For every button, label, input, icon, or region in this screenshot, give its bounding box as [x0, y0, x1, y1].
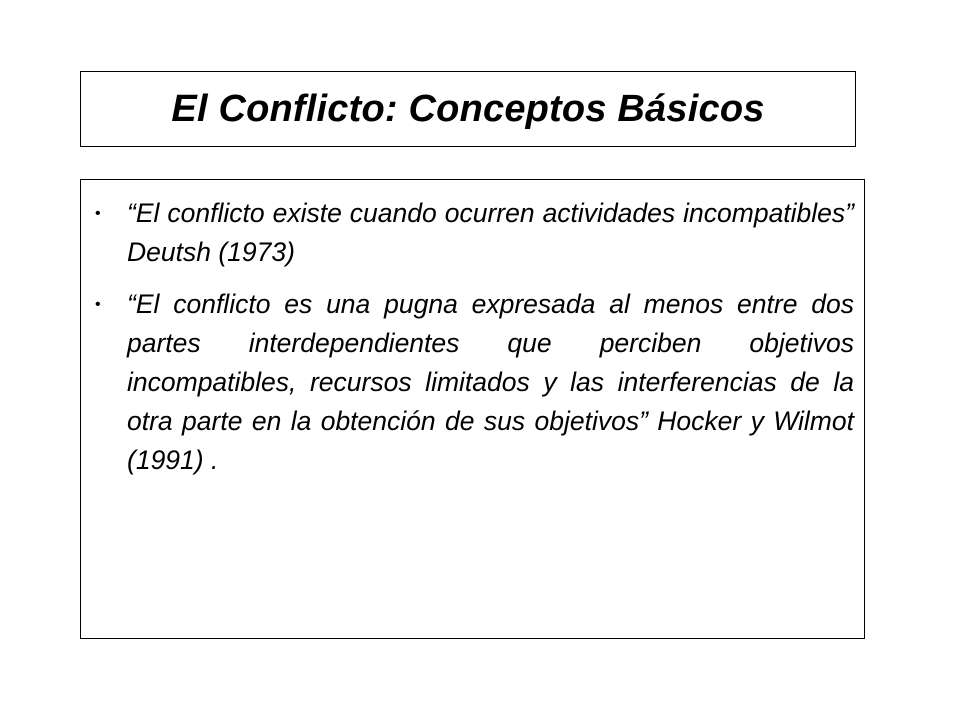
- bullet-item-deutsh: [81, 194, 864, 272]
- bullet-list: [81, 194, 864, 493]
- bullet-item-hocker-wilmot: [81, 285, 864, 480]
- content-box: [80, 179, 865, 639]
- slide-title: El Conflicto: Conceptos Básicos: [171, 88, 765, 130]
- bullet-icon: •: [95, 296, 101, 313]
- bullet-icon: •: [95, 205, 101, 222]
- bullet-text: “El conflicto existe cuando ocurren actividades incompatibles” Deutsh (1973): [127, 198, 854, 267]
- bullet-text: “El conflicto es una pugna expresada al menos entre dos partes interdependientes que perciben objetivos incompatibles, recursos limitados y las interferencias de la otra parte en la obtención de sus objetivos” Hocker y Wilmot (1991) .: [127, 289, 854, 475]
- title-box: [80, 71, 856, 147]
